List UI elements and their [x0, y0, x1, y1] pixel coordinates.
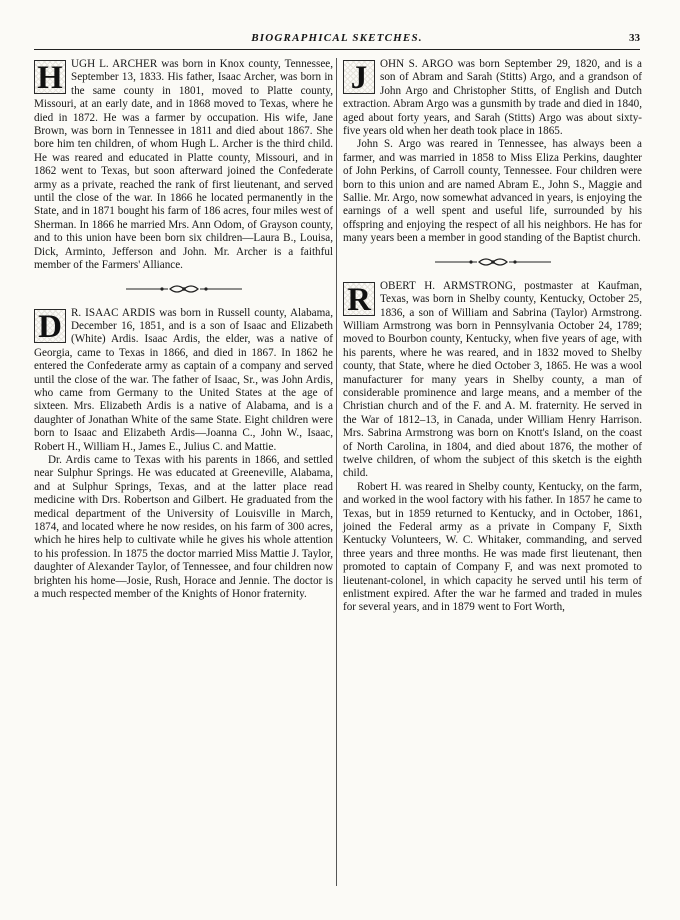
sketch-paragraph: UGH L. ARCHER was born in Knox county, Tennessee, September 13, 1833. His father, Isaac Archer, was born in the same county in 1801, moved to Platte county, Missouri, at an early date, and in 1868 moved to Texas, where he died in 1872. He was a farmer by occupation. His wife, Jane Brown, was born in Tennessee in 1811 and died about 1867. She bore him ten children, of whom Hugh L. Archer is the third child. He was reared and educated in Platte county, Missouri, and in 1862 went to Texas, but soon afterward joined the Confederate army as a private, reached the rank of first lieutenant, and served until the close of the war. In 1866 he located permanently in the State, and in 1871 bought his farm of 186 acres, four miles west of Sherman. In 1866 he married Mrs. Ann Odom, of Grayson county, and to this union have been born six children—Laura B., Louisa, Dick, Arminto, Jefferson and John. Mr. Archer is a faithful member of the Farmers' Alliance. — [34, 58, 333, 272]
page-header — [34, 32, 640, 48]
sketch-paragraph: Dr. Ardis came to Texas with his parents in 1866, and settled near Sulphur Springs. He was educated at Greeneville, Alabama, and at Sulphur Springs, Texas, and at the latter place read medicine with Drs. Robertson and Gilbert. He graduated from the medical department of the University of Louisville in March, 1874, and located where he now resides, on his farm of 300 acres, which he hires help to cultivate while he gives his whole attention to his profession. In 1875 the doctor married Miss Mattie J. Taylor, daughter of Alexander Taylor, of Tennessee, and four children now brighten his home—Josie, Rush, Horace and Jennie. The doctor is a much respected member of the Knights of Honor fraternity. — [34, 453, 333, 601]
sketch-armstrong — [343, 280, 642, 615]
drop-cap-ornament — [343, 282, 375, 316]
drop-cap-letter: H — [37, 60, 63, 94]
sketch-paragraph: OBERT H. ARMSTRONG, postmaster at Kaufman, Texas, was born in Shelby county, Kentucky, October 25, 1836, a son of William and Sabrina (Taylor) Armstrong. William Armstrong was born in Pennsylvania October 24, 1789; moved to Bourbon county, Kentucky, when five years of age, with his parents, where he was reared, and in 1832 moved to Shelby county, that State, where he died October 3, 1865. He was a wool manufacturer for many years in Shelby county, a man of considerable prominence and large means, and a member of the Christian church and of the F. and A. M. fraternity. He served in the War of 1812–13, in Canada, under William Henry Harrison. Mrs. Sabrina Armstrong was born on Knott's Island, on the coast of North Carolina, in 1804, and died about 1876, the mother of twelve children, of whom the subject of this sketch is the eighth child. — [343, 279, 642, 480]
drop-cap-ornament — [34, 309, 66, 343]
header-rule — [34, 49, 640, 50]
drop-cap-letter: R — [347, 281, 371, 316]
section-divider-ornament — [124, 283, 244, 295]
sketch-paragraph: R. ISAAC ARDIS was born in Russell county, Alabama, December 16, 1851, and is a son of Isaac and Elizabeth (White) Ardis. Isaac Ardis, the elder, was a native of Georgia, came to Texas in 1866, and died in 1867. In 1862 he entered the Confederate army as captain of a company and served until the close of the war. The father of Isaac, Sr., was John Ardis, who came from Germany to the United States at the age of sixteen. Mrs. Elizabeth Ardis is a native of Alabama, and is a daughter of Jonathan White of the same State. Eight children were born to Isaac and Elizabeth Ardis—Joanna C., John W., Isaac, Robert H., William H., James E., Julius C. and Mattie. — [34, 306, 333, 453]
page-number: 33 — [629, 32, 640, 44]
right-column — [343, 58, 642, 615]
section-divider-ornament — [433, 256, 553, 268]
left-column — [34, 58, 333, 601]
drop-cap-ornament — [343, 60, 375, 94]
sketch-argo — [343, 58, 642, 246]
drop-cap-letter: J — [350, 60, 368, 94]
drop-cap-letter: D — [38, 308, 62, 343]
running-head: BIOGRAPHICAL SKETCHES. — [251, 32, 423, 44]
sketch-paragraph: OHN S. ARGO was born September 29, 1820, and is a son of Abram and Sarah (Stitts) Argo, and a grandson of John Argo and Christopher Stitts, of English and Dutch extraction. Abram Argo was a gunsmith by trade and died in 1840, aged about forty years, and Sarah (Stitts) Argo was about sixty-five years old when her death took place in 1865. — [343, 58, 642, 138]
sketch-archer — [34, 58, 333, 273]
sketch-paragraph: Robert H. was reared in Shelby county, Kentucky, on the farm, and worked in the wool factory with his father. In 1857 he came to Texas, but in 1859 returned to Kentucky, and in October, 1861, joined the Federal army as a private in Company F, Sixth Kentucky Volunteers, W. C. Whitaker, commanding, and served three years and three months. He was made first lieutenant, then promoted to captain of Company F, and was next promoted to lieutenant-colonel, in which capacity he served until his term of enlistment expired. After the war he farmed and traded in mules for several years, and in 1879 went to Fort Worth, — [343, 480, 642, 614]
column-divider — [336, 58, 337, 886]
sketch-ardis — [34, 307, 333, 602]
drop-cap-ornament — [34, 60, 66, 94]
sketch-paragraph: John S. Argo was reared in Tennessee, has always been a farmer, and was married in 1858 to Miss Eliza Perkins, daughter of John Perkins, of Carroll county, Tennessee. Four children were born to this union and are named Abram E., John S., Maggie and Sallie. Mr. Argo, now somewhat advanced in years, is enjoying the earnings of a well spent and useful life, surrounded by his offspring and enjoying the respect of all his neighbors. He has for many years been a member in good standing of the Baptist church. — [343, 138, 642, 245]
